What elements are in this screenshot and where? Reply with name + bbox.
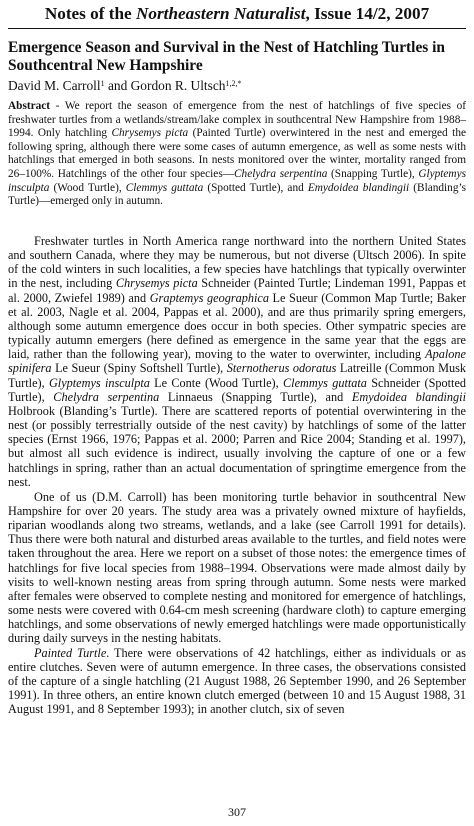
species-name: Clemmys guttata bbox=[125, 181, 204, 194]
text-run: Le Sueur (Common Map Turtle; Baker et al. 2003, Nagle et al. 2004, Pappas et al. 2000), and are thus primarily spring emergers, although some autumn emergence does occur in both species. Other sympatric species are typically autumn emergers (here defined as emergence in the same year that the eggs are laid, rather than the following year), moving to the water to overwinter, including bbox=[8, 290, 466, 362]
author-line bbox=[8, 78, 466, 94]
body-paragraph bbox=[8, 234, 466, 489]
body-paragraph bbox=[8, 490, 466, 646]
text-run: (Snapping Turtle), bbox=[327, 167, 419, 180]
species-name: Painted Turtle bbox=[34, 645, 107, 660]
species-name: Chrysemys picta bbox=[111, 127, 189, 140]
species-name: Glyptemys insculpta bbox=[48, 375, 150, 390]
body-paragraph bbox=[8, 646, 466, 717]
species-name: Glyptemys insculpta bbox=[8, 167, 466, 194]
article-title: Emergence Season and Survival in the Nest of Hatchling Turtles in Southcentral New Hampshire bbox=[8, 39, 445, 74]
text-run: Schneider (Spotted Turtle), bbox=[8, 375, 467, 404]
species-name: Chelydra serpentina bbox=[234, 167, 328, 180]
species-name: Emydoidea blandingii bbox=[307, 181, 410, 194]
species-name: Sternotherus odoratus bbox=[226, 361, 337, 376]
abstract-label: Abstract bbox=[8, 100, 51, 112]
running-head-issue: , Issue 14/2, 2007 bbox=[305, 4, 430, 23]
species-name: Clemmys guttata bbox=[283, 375, 367, 390]
text-run: Latreille (Common Musk Turtle), bbox=[8, 361, 467, 390]
text-run: . There were observations of 42 hatchlings, either as individuals or as entire clutches. Seven were of autumn emergence. In three cases, the observations consisted of the capture of a single hatchling (21 August 1988, 26 September 1990, and 26 September 1991). In three others, an entire known clutch emerged (between 10 and 15 August 1988, 31 August 1991, and 8 September 1993); in another clutch, six of seven bbox=[8, 645, 466, 717]
running-head bbox=[8, 2, 466, 29]
text-run: (Spotted Turtle), and bbox=[203, 181, 308, 194]
text-run: Schneider (Painted Turtle; Lindeman 1991, Pappas et al. 2000, Zwiefel 1989) and bbox=[8, 276, 467, 305]
text-run: (Blanding’s Turtle)—emerged only in autumn. bbox=[8, 181, 466, 208]
abstract-text bbox=[8, 100, 466, 207]
text-run: Linnaeus (Snapping Turtle), and bbox=[159, 389, 352, 404]
species-name: Apalone spinifera bbox=[8, 347, 466, 376]
page-number: 307 bbox=[228, 805, 246, 819]
text-run: - We report the season of emergence from the nest of hatchlings of five species of freshwater turtles from a wetlands/stream/lake complex in southcentral New Hampshire from 1988–1994. Only hatchling bbox=[8, 100, 466, 140]
text-run: One of us (D.M. Carroll) has been monitoring turtle behavior in southcentral New Hampshire for over 20 years. The study area was a privately owned mixture of hayfields, riparian woodlands along two streams, wetlands, and a lake (see Carroll 1991 for details). Thus there were both natural and disturbed areas available to the turtles, and field notes were taken throughout the area. Here we report on a subset of those notes: the emergence times of hatchlings for five local species from 1988–1994. Observations were made almost daily by visits to well-known nesting areas from spring through autumn. Some nests were marked after females were observed to complete nesting and monitored for emergence of hatchlings, some nests were covered with 0.64-cm mesh screening (hardware cloth) to capture emerging hatchlings, and some observations of newly emerged hatchlings were made opportunistically during daily surveys in the nesting habitats. bbox=[8, 489, 466, 646]
species-name: Graptemys geographica bbox=[149, 290, 269, 305]
species-name: Chrysemys picta bbox=[115, 276, 198, 291]
text-run: Le Conte (Wood Turtle), bbox=[149, 375, 283, 390]
author-1-affiliation: 1 bbox=[100, 79, 105, 88]
author-2: Gordon R. Ultsch bbox=[130, 78, 226, 93]
article-body bbox=[8, 234, 466, 716]
author-1: David M. Carroll bbox=[8, 78, 101, 93]
species-name: Emydoidea blandingii bbox=[351, 389, 466, 404]
author-2-affiliation: 1,2,* bbox=[225, 79, 242, 88]
text-run: (Painted Turtle) overwintered in the nest and emerged the following spring, although there were some cases of autumn emergence, as well as some nests with hatchlings that emerged in both seasons. In nests monitored over the winter, mortality ranged from 26–100%. Hatchlings of the other four species— bbox=[8, 127, 466, 180]
text-run: Le Sueur (Spiny Softshell Turtle), bbox=[51, 361, 227, 376]
running-head-prefix: Notes of the bbox=[44, 4, 136, 23]
author-conjunction: and bbox=[104, 78, 131, 93]
species-name: Chelydra serpentina bbox=[53, 389, 160, 404]
text-run: Holbrook (Blanding’s Turtle). There are scattered reports of potential overwintering in the nest (or possibly terrestrially outside of the nest cavity) by hatchlings of some of the latter species (Ernst 1966, 1976; Pappas et al. 2000; Parren and Rice 2004; Standing et al. 1997), but almost all such evidence is indirect, usually involving the capture of one or a few hatchlings in spring, rather than an actual documentation of springtime emergence from the nest. bbox=[8, 403, 466, 489]
text-run: (Wood Turtle), bbox=[49, 181, 126, 194]
journal-name: Northeastern Naturalist bbox=[135, 4, 306, 23]
abstract bbox=[8, 100, 466, 209]
text-run: Freshwater turtles in North America range northward into the northern United States and southern Canada, where they may be numerous, but not diverse (Ultsch 2006). In spite of the cold winters in such localities, a few species have hatchlings that typically overwinter in the nest, including bbox=[8, 234, 466, 291]
